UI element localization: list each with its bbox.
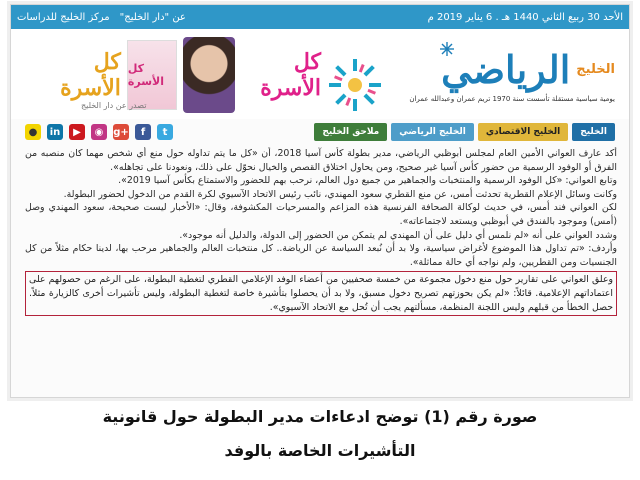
logo-badge: الخليج	[576, 61, 615, 77]
article-paragraph: وأردف: «تم تداول هذا الموضوع لأغراض سياسية، ولا بد أن نُبعد السياسة عن الرياضة.. كل منتخبات العالم والجماهير مرحب بها، لدينا حكام مثلاً من كل الجنسيات ومن القطريين، ولم نواجه أي حالة مماثلة».	[25, 243, 617, 268]
issue-date: الأحد 30 ربيع الثاني 1440 هـ . 6 يناير 2019 م	[427, 11, 623, 23]
tab-supplements[interactable]: ملاحق الخليج	[314, 123, 387, 141]
ad-title-gold: كل الأسرة	[60, 49, 121, 101]
snowflake-icon	[439, 41, 455, 57]
linkedin-icon[interactable]: in	[47, 124, 63, 140]
instagram-icon[interactable]: ◉	[91, 124, 107, 140]
ad-cover-label: كل الأسرة	[127, 62, 164, 88]
caption-line-1: صورة رقم (1) توضح ادعاءات مدير البطولة حول قانونية	[102, 407, 538, 426]
facebook-icon[interactable]: f	[135, 124, 151, 140]
tab-sports[interactable]: الخليج الرياضي	[391, 123, 474, 141]
figure-caption	[0, 404, 640, 464]
ad-cover	[127, 40, 177, 110]
article-paragraph: أكد عارف العواني الأمين العام لمجلس أبوظبي الرياضي، مدير بطولة كأس آسيا 2018، أن «كل ما يتم تداوله حول منع أي شخص مهما كان منصبه من الفرق أو الوفود الرسمية من حضور كأس آسيا غير صحيح، ومن يحاول اختلاق القصص والخيال نحوّل على ذلك، ونعودنا على تجاهله».	[25, 148, 617, 173]
magazine-ad[interactable]	[41, 35, 321, 115]
tab-alkhaleej[interactable]: الخليج	[572, 123, 615, 141]
top-links	[17, 12, 186, 23]
article-paragraph: وتابع العواني: «كل الوفود الرسمية والمنتخبات والجماهير من جميع دول العالم، نرحب بهم للحضور والاستمتاع بكأس آسيا 2019».	[118, 175, 617, 187]
date-strip	[11, 5, 629, 29]
twitter-icon[interactable]: t	[157, 124, 173, 140]
studies-center-link[interactable]: مركز الخليج للدراسات	[17, 11, 110, 23]
article-paragraph: وشدد العواني على أنه «لم نلمس أي دليل على أن المهندي لم يتمكن من الحضور إلى الدولة، والدليل أنه موجود».	[179, 229, 617, 241]
social-links	[25, 124, 173, 140]
tagline: يومية سياسية مستقلة تأسست سنة 1970 تريم عمران وعبدالله عمران	[409, 95, 615, 103]
sunburst-icon	[327, 57, 383, 113]
ad-subtitle: تصدر عن دار الخليج	[81, 101, 147, 110]
caption-line-2: التأشيرات الخاصة بالوفد	[224, 441, 416, 460]
snapchat-icon[interactable]: ●	[25, 124, 41, 140]
article-body	[25, 147, 617, 395]
ad-model-photo	[183, 37, 235, 113]
main-nav	[11, 121, 629, 143]
logo-text: الرياضي	[441, 46, 571, 92]
highlighted-paragraph: وعلق العواني على تقارير حول منع دخول مجموعة من خمسة صحفيين من أعضاء الوفد الإعلامي القطري لتغطية البطولة، على الرغم من حصولهم على اعتماداتهم الإعلامية. قائلاً: «لم يكن بحوزتهم تصريح دخول مسبق، ولا بد أن يحصلوا بتأشيرة خاصة لتغطية البطولة، وليس تأشيرات أخرى كالزيارة مثلاً. حصل الخطأ من قبلهم وليس اللجنة المنظمة، مسألتهم يجب أن تُحل مع الاتحاد الآسيوي».	[25, 271, 617, 316]
masthead	[11, 29, 629, 119]
about-link[interactable]: عن "دار الخليج"	[119, 11, 186, 23]
newspaper-scan	[10, 4, 630, 398]
article-paragraph: لكن العواني فند أمس، في حديث لوكالة الصحافة الفرنسية هذه المزاعم والمسرحيات المكشوفة، وقال: «الأخبار ليست صحيحة، سعود المهندي وصل (أمس) وموجود بالفندق في أبوظبي ويستعد لاجتماعاته».	[25, 202, 617, 227]
tab-economy[interactable]: الخليج الاقتصادي	[478, 123, 568, 141]
site-logo[interactable]	[405, 45, 615, 93]
article-paragraph: وكانت وسائل الإعلام القطرية تحدثت أمس، عن منع القطري سعود المهندي، نائب رئيس الاتحاد الآسيوي لكرة القدم من الدخول لحضور البطولة.	[63, 188, 617, 200]
googleplus-icon[interactable]: g+	[113, 124, 129, 140]
youtube-icon[interactable]: ▶	[69, 124, 85, 140]
ad-title-pink: كل الأسرة	[260, 49, 321, 101]
